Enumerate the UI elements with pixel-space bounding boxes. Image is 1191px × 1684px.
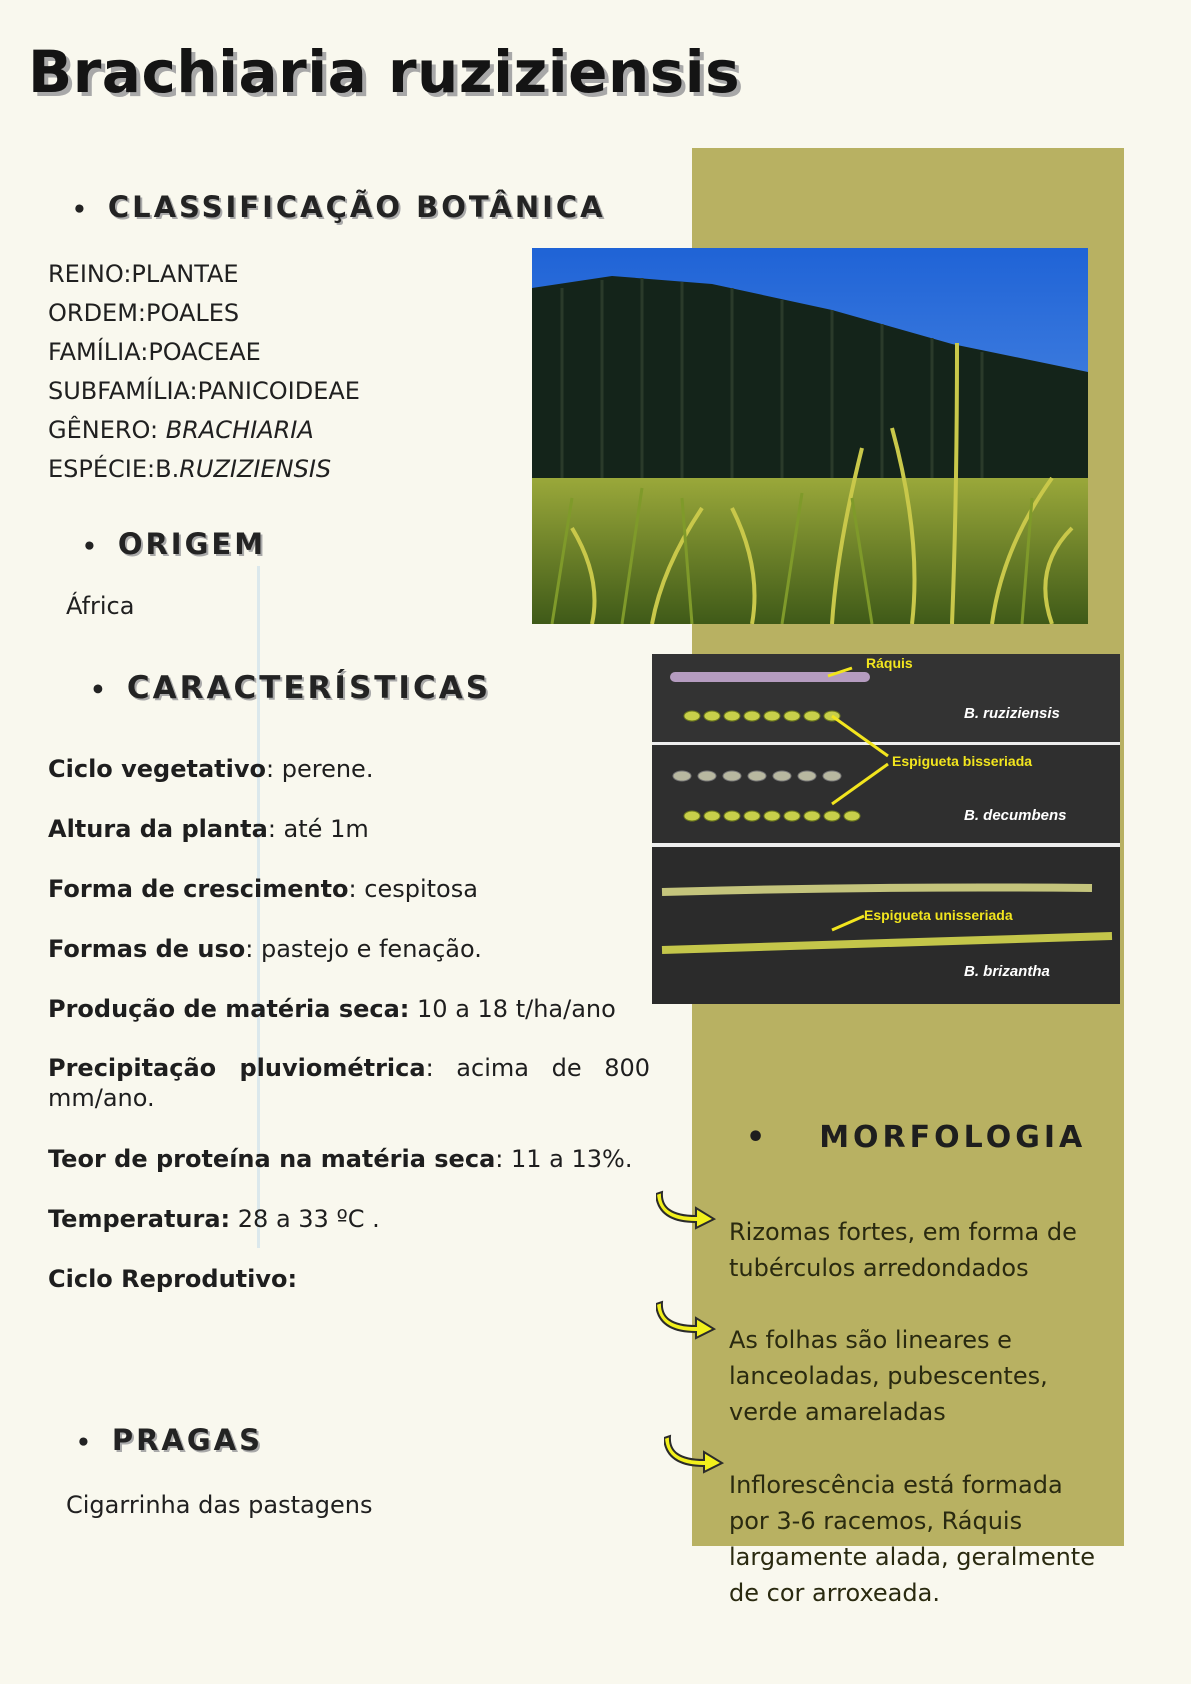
char-label: Precipitação pluviométrica	[48, 1054, 426, 1082]
curved-arrow-icon	[656, 1188, 718, 1230]
char-uso	[48, 934, 650, 964]
spikelet-comparison-figure	[652, 654, 1120, 1004]
taxonomy-familia: FAMÍLIA:POACEAE	[48, 338, 261, 366]
caracteristicas-heading-text: CARACTERÍSTICAS	[126, 670, 492, 706]
char-value: 28 a 33 ºC .	[230, 1205, 380, 1233]
taxonomy-ordem: ORDEM:POALES	[48, 299, 240, 327]
curved-arrow-icon	[664, 1432, 726, 1474]
char-precipitacao	[48, 1053, 650, 1113]
raquis-label: Ráquis	[866, 655, 913, 671]
pragas-heading-text: PRAGAS	[111, 1423, 263, 1457]
decumbens-label: B. decumbens	[964, 807, 1067, 824]
genero-value: BRACHIARIA	[165, 416, 314, 444]
char-label: Ciclo Reprodutivo:	[48, 1265, 298, 1293]
origem-heading-text: ORIGEM	[117, 527, 267, 561]
taxonomy-subfamilia: SUBFAMÍLIA:PANICOIDEAE	[48, 377, 360, 405]
bullet-icon: •	[76, 1429, 94, 1456]
char-value: : cespitosa	[348, 875, 478, 903]
pragas-heading	[76, 1423, 263, 1457]
char-label: Formas de uso	[48, 935, 246, 963]
bullet-icon: •	[82, 533, 100, 560]
origem-text: África	[66, 592, 135, 620]
taxonomy-genero	[48, 411, 360, 450]
taxonomy-reino: REINO:PLANTAE	[48, 260, 239, 288]
origem-heading	[82, 527, 266, 561]
morfologia-item-1: Rizomas fortes, em forma de tubérculos arredondados	[729, 1218, 1077, 1282]
char-value: : pastejo e fenação.	[245, 935, 482, 963]
char-label: Teor de proteína na matéria seca	[48, 1145, 496, 1173]
bullet-icon: •	[746, 1120, 770, 1155]
char-value: : perene.	[266, 755, 374, 783]
classificacao-heading-text: CLASSIFICAÇÃO BOTÂNICA	[107, 190, 606, 224]
char-label: Forma de crescimento	[48, 875, 349, 903]
page-title: Brachiaria ruziziensis	[28, 38, 741, 106]
classificacao-heading	[72, 190, 606, 224]
char-value: : 11 a 13%.	[495, 1145, 633, 1173]
char-label: Ciclo vegetativo	[48, 755, 267, 783]
pasture-photo	[532, 248, 1088, 624]
morfologia-heading-text: MORFOLOGIA	[819, 1120, 1087, 1155]
morfologia-item-3: Inflorescência está formada por 3-6 racemos, Ráquis largamente alada, geralmente de cor arroxeada.	[729, 1471, 1095, 1607]
morfologia-item-2: As folhas são lineares e lanceoladas, pubescentes, verde amareladas	[729, 1326, 1048, 1426]
curved-arrow-icon	[656, 1298, 718, 1340]
char-forma	[48, 874, 650, 904]
char-proteina	[48, 1144, 650, 1174]
pasture-photo-illustration	[532, 248, 1088, 624]
char-producao	[48, 994, 650, 1024]
taxonomy-list	[48, 255, 360, 489]
char-reprodutivo	[48, 1264, 650, 1294]
taxonomy-especie	[48, 450, 360, 489]
brizantha-label: B. brizantha	[964, 963, 1050, 980]
char-value: : acima de 800 mm/ano.	[48, 1054, 651, 1112]
char-label: Temperatura:	[48, 1205, 231, 1233]
char-altura	[48, 814, 650, 844]
char-label: Altura da planta	[48, 815, 268, 843]
char-label: Produção de matéria seca:	[48, 995, 410, 1023]
especie-value: RUZIZIENSIS	[179, 455, 332, 483]
ruziziensis-label: B. ruziziensis	[964, 705, 1060, 722]
bullet-icon: •	[72, 196, 90, 223]
char-temperatura	[48, 1204, 650, 1234]
char-value: : até 1m	[267, 815, 369, 843]
morfologia-heading	[746, 1120, 1086, 1155]
char-value: 10 a 18 t/ha/ano	[409, 995, 616, 1023]
char-ciclo	[48, 754, 650, 784]
genero-label: GÊNERO:	[48, 416, 166, 444]
spikelet-illustration	[652, 654, 1120, 1004]
bullet-icon: •	[90, 675, 109, 704]
unisseriada-label: Espigueta unisseriada	[864, 907, 1013, 923]
bisseriada-label: Espigueta bisseriada	[892, 753, 1033, 769]
especie-label: ESPÉCIE:B.	[48, 455, 180, 483]
caracteristicas-heading	[90, 670, 491, 706]
pragas-text: Cigarrinha das pastagens	[66, 1491, 373, 1519]
